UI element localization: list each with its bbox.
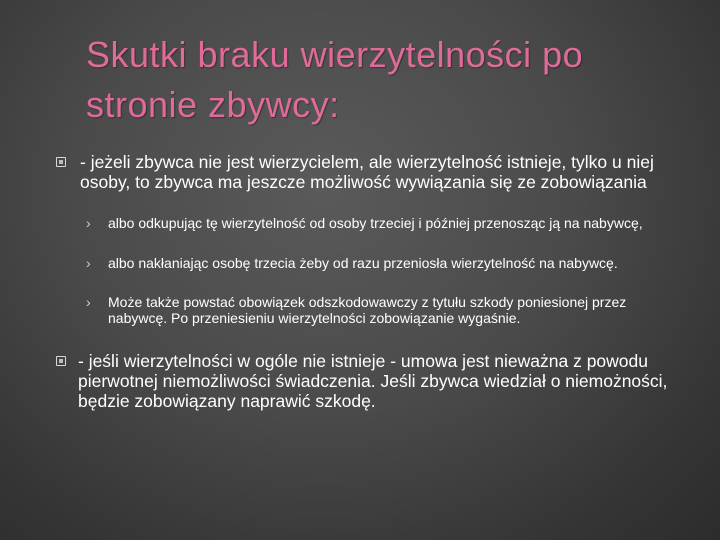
slide-title: Skutki braku wierzytelności po stronie zbywcy: — [86, 34, 584, 125]
chevron-right-icon: › — [86, 215, 91, 231]
square-bullet-icon — [56, 157, 66, 167]
chevron-right-icon: › — [86, 255, 91, 271]
sub-bullet-text: Może także powstać obowiązek odszkodowawczy z tytułu szkody poniesionej przez nabywcę. Po przeniesieniu wierzytelności zobowiązanie wygaśnie. — [108, 294, 627, 326]
bullet-text-2: - jeśli wierzytelności w ogóle nie istnieje - umowa jest nieważna z powodu pierwotnej niemożliwości świadczenia. Jeśli zbywca wiedział o niemożności, będzie zobowiązany naprawić szkodę. — [78, 351, 668, 411]
sub-bullet-text: albo odkupując tę wierzytelność od osoby trzeciej i później przenosząc ją na nabywcę, — [108, 215, 643, 231]
chevron-right-icon: › — [86, 294, 91, 310]
square-bullet-icon — [56, 356, 66, 366]
bullet-text-1: - jeżeli zbywca nie jest wierzycielem, ale wierzytelność istnieje, tylko u niej osoby, to zbywca ma jeszcze możliwość wywiązania się ze zobowiązania — [80, 152, 654, 192]
sub-bullet-text: albo nakłaniając osobę trzecia żeby od razu przeniosła wierzytelność na nabywcę. — [108, 255, 618, 271]
